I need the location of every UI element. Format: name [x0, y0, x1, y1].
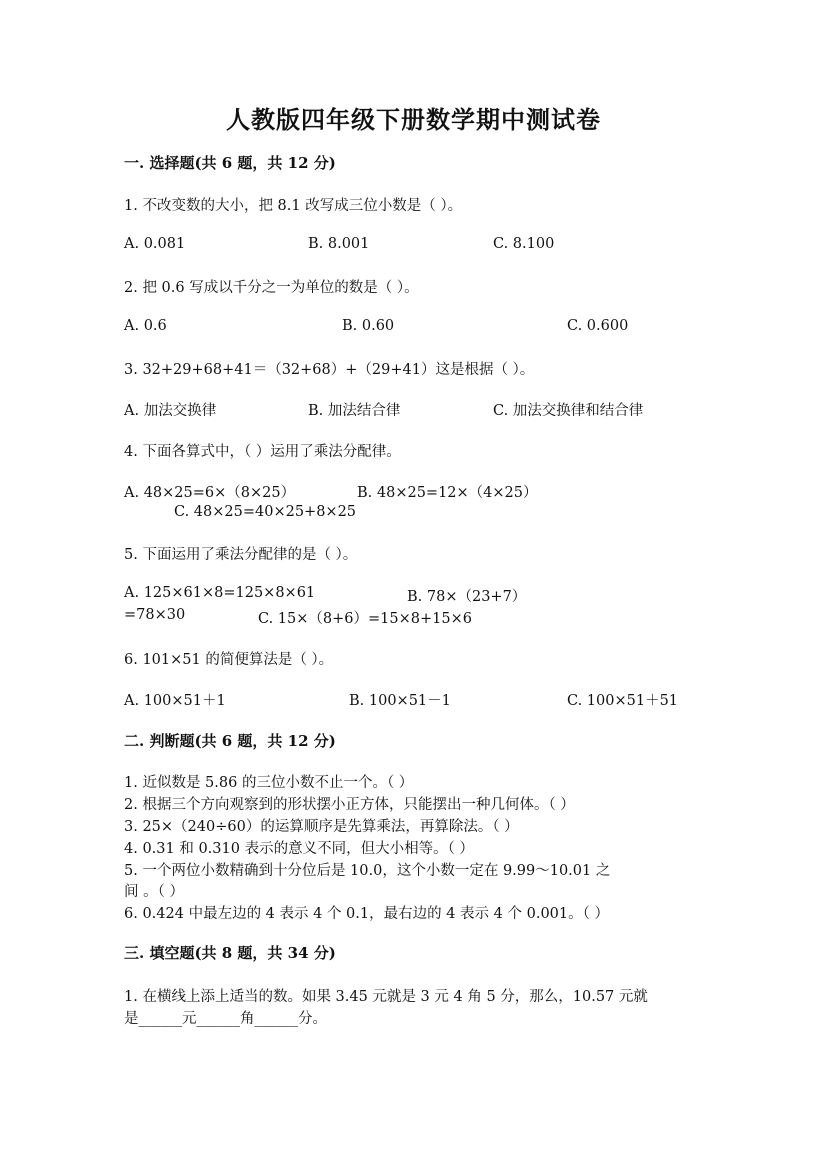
question-stem: 1. 不改变数的大小，把 8.1 改写成三位小数是（ ）。 [124, 198, 463, 214]
option-c: C. 0.600 [567, 318, 629, 334]
option-b: B. 加法结合律 [308, 403, 401, 419]
option-c: C. 48×25=40×25+8×25 [174, 504, 357, 520]
page-title: 人教版四年级下册数学期中测试卷 [226, 105, 601, 134]
option-a: A. 0.6 [124, 318, 167, 334]
option-b: B. 0.60 [342, 318, 395, 334]
question-stem: 6. 101×51 的简便算法是（ ）。 [124, 652, 334, 668]
judgement-line: 4. 0.31 和 0.310 表示的意义不同，但大小相等。（ ） [124, 841, 474, 857]
option-c: C. 15×（8+6）=15×8+15×6 [258, 611, 472, 627]
option-b: B. 8.001 [308, 236, 370, 252]
option-c: C. 8.100 [493, 236, 555, 252]
section-heading: 一. 选择题(共 6 题，共 12 分) [124, 154, 336, 172]
judgement-line: 3. 25×（240÷60）的运算顺序是先算乘法，再算除法。（ ） [124, 819, 519, 835]
judgement-line: 5. 一个两位小数精确到十分位后是 10.0，这个小数一定在 9.99～10.01 之 [124, 863, 611, 879]
judgement-line: 间 。（ ） [124, 884, 184, 900]
section-heading: 二. 判断题(共 6 题，共 12 分) [124, 732, 336, 750]
option-b: B. 78×（23+7） [407, 589, 527, 605]
option-a: A. 加法交换律 [124, 403, 217, 419]
judgement-line: 2. 根据三个方向观察到的形状摆小正方体，只能摆出一种几何体。（ ） [124, 797, 575, 813]
option-a: A. 100×51＋1 [124, 693, 226, 709]
question-stem: 3. 32+29+68+41＝（32+68）+（29+41）这是根据（ ）。 [124, 362, 535, 378]
question-stem: 5. 下面运用了乘法分配律的是（ ）。 [124, 547, 358, 563]
option-a: A. 0.081 [124, 236, 186, 252]
judgement-line: 1. 近似数是 5.86 的三位小数不止一个。（ ） [124, 775, 414, 791]
fill-line: 1. 在横线上添上适当的数。如果 3.45 元就是 3 元 4 角 5 分，那么，10.57 元就 [124, 989, 648, 1005]
option-b: B. 100×51－1 [349, 693, 451, 709]
option-b-continued: =78×30 [124, 607, 186, 623]
option-a: A. 125×61×8=125×8×61 [124, 585, 316, 601]
option-a: A. 48×25=6×（8×25） [124, 485, 296, 501]
section-heading: 三. 填空题(共 8 题，共 34 分) [124, 944, 336, 962]
option-c: C. 加法交换律和结合律 [493, 403, 644, 419]
judgement-line: 6. 0.424 中最左边的 4 表示 4 个 0.1，最右边的 4 表示 4 个 0.001。（ ） [124, 906, 609, 922]
fill-line: 是______元______角______分。 [124, 1011, 327, 1027]
option-c: C. 100×51＋51 [567, 693, 679, 709]
question-stem: 4. 下面各算式中，（ ）运用了乘法分配律。 [124, 444, 401, 460]
question-stem: 2. 把 0.6 写成以千分之一为单位的数是（ ）。 [124, 280, 419, 296]
option-b: B. 48×25=12×（4×25） [357, 485, 538, 501]
